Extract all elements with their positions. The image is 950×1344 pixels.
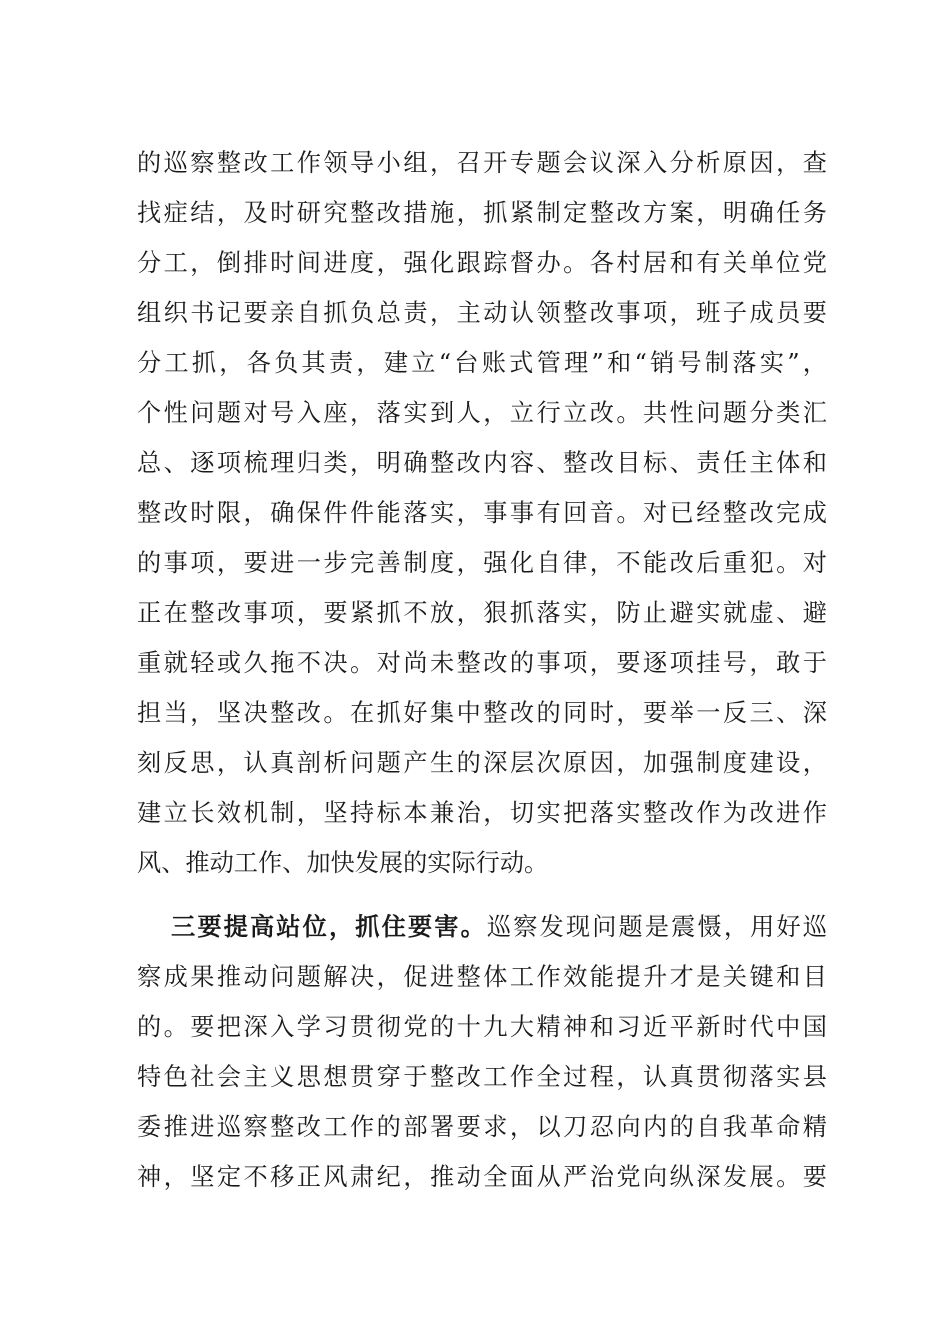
section-heading: 三要提高站位，抓住要害。 [171,912,487,941]
paragraph-2-first-line [171,907,827,947]
text-line: 风、推动工作、加快发展的实际行动。 [137,849,549,877]
text-run: 巡察发现问题是震慑，用好巡 [486,913,827,941]
text-line: 的巡察整改工作领导小组，召开专题会议深入分析原因，查 [137,149,827,177]
text-line: 建立长效机制，坚持标本兼治，切实把落实整改作为改进作 [137,799,827,827]
text-line: 组织书记要亲自抓负总责，主动认领整改事项，班子成员要 [137,299,827,327]
text-line: 神，坚定不移正风肃纪，推动全面从严治党向纵深发展。要 [137,1163,827,1191]
text-line: 特色社会主义思想贯穿于整改工作全过程，认真贯彻落实县 [137,1063,827,1091]
text-line: 整改时限，确保件件能落实，事事有回音。对已经整改完成 [137,499,827,527]
text-line: 的事项，要进一步完善制度，强化自律，不能改后重犯。对 [137,549,827,577]
text-line: 委推进巡察整改工作的部署要求，以刀忍向内的自我革命精 [137,1113,827,1141]
text-line: 担当，坚决整改。在抓好集中整改的同时，要举一反三、深 [137,699,827,727]
text-line: 重就轻或久拖不决。对尚未整改的事项，要逐项挂号，敢于 [137,649,827,677]
text-line: 刻反思，认真剖析问题产生的深层次原因，加强制度建设， [137,749,827,777]
text-line: 总、逐项梳理归类，明确整改内容、整改目标、责任主体和 [137,449,827,477]
text-line: 分工，倒排时间进度，强化跟踪督办。各村居和有关单位党 [137,249,827,277]
text-line: 个性问题对号入座，落实到人，立行立改。共性问题分类汇 [137,399,827,427]
text-line: 分工抓，各负其责，建立“台账式管理”和“销号制落实”， [137,349,827,377]
text-line: 的。要把深入学习贯彻党的十九大精神和习近平新时代中国 [137,1013,827,1041]
text-line: 找症结，及时研究整改措施，抓紧制定整改方案，明确任务 [137,199,827,227]
text-line: 察成果推动问题解决，促进整体工作效能提升才是关键和目 [137,963,827,991]
text-line: 正在整改事项，要紧抓不放，狠抓落实，防止避实就虚、避 [137,599,827,627]
